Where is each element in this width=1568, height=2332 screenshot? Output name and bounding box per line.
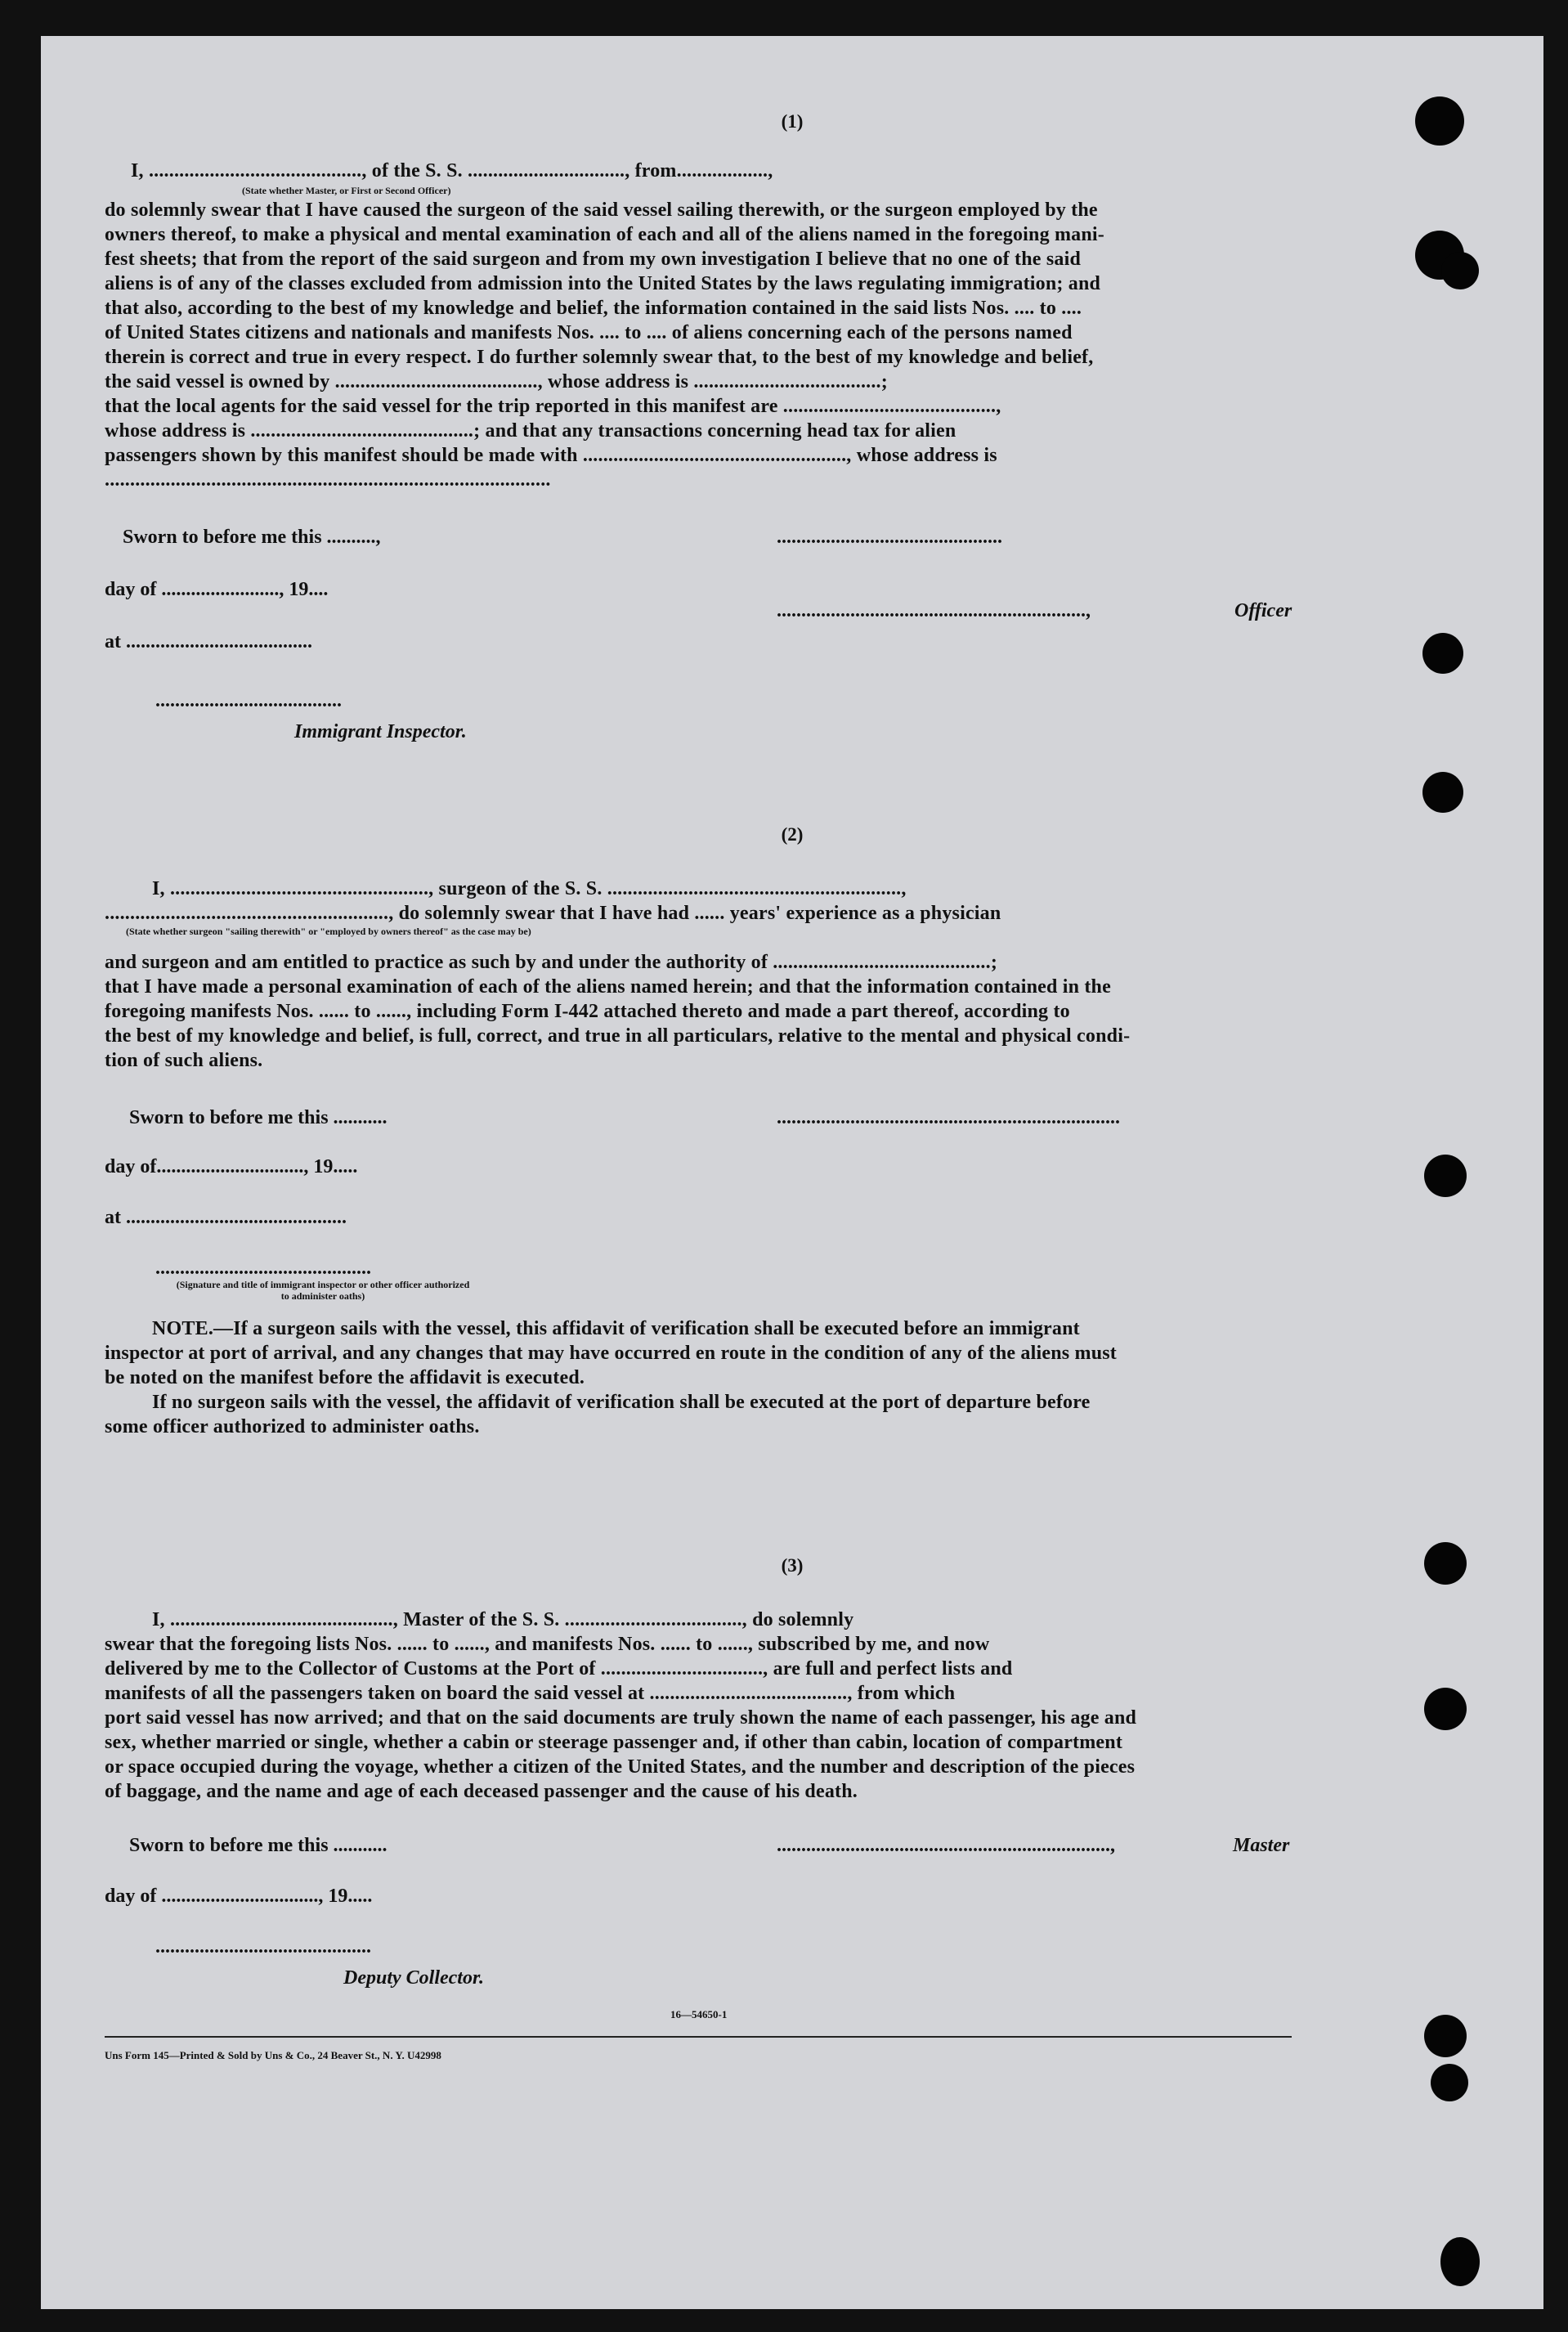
section-1-line: of United States citizens and nationals and manifests Nos. .... to .... of aliens concerning each of the persons named [105, 322, 1073, 343]
collector-signature-dots: ............................................ [155, 1936, 371, 1958]
signature-line-dots: ............................................ [155, 1258, 371, 1279]
punch-hole [1424, 2015, 1467, 2057]
section-3-line: sex, whether married or single, whether a cabin or steerage passenger and, if other than cabin, location of compartment [105, 1732, 1123, 1753]
deputy-collector-label: Deputy Collector. [343, 1967, 484, 1989]
footer-rule [105, 2036, 1292, 2038]
section-3-line: manifests of all the passengers taken on board the said vessel at ......................................., from which [105, 1683, 956, 1704]
form-code: 16—54650-1 [670, 2008, 728, 2020]
day-label-1: day of ........................, 19.... [105, 579, 329, 600]
section-3-line: or space occupied during the voyage, whether a citizen of the United States, and the number and description of the pieces [105, 1756, 1136, 1778]
section-1-line: that the local agents for the said vessel for the trip reported in this manifest are .........................................., [105, 396, 1001, 417]
section-1-line: do solemnly swear that I have caused the surgeon of the said vessel sailing therewith, or the surgeon employed by the [105, 200, 1098, 221]
punch-hole [1440, 2237, 1480, 2286]
printer-line: Uns Form 145—Printed & Sold by Uns & Co., 24 Beaver St., N. Y. U42998 [105, 2049, 441, 2061]
master-signature-dots: ...................................................................., [777, 1835, 1115, 1856]
punch-hole [1441, 252, 1479, 289]
punch-hole [1431, 2064, 1468, 2101]
inspector-signature-dots: ...................................... [155, 690, 342, 711]
section-1-line: ........................................................................................ [105, 469, 551, 491]
note-line: be noted on the manifest before the affidavit is executed. [105, 1367, 585, 1388]
section-1-line: the said vessel is owned by ........................................, whose address is .....................................; [105, 371, 888, 392]
officer-label: Officer [1234, 600, 1292, 621]
section-3-line: of baggage, and the name and age of each deceased passenger and the cause of his death. [105, 1781, 858, 1802]
day-label-3: day of ................................, 19..... [105, 1886, 373, 1907]
immigrant-inspector-label: Immigrant Inspector. [294, 721, 467, 742]
punch-hole [1424, 1688, 1467, 1730]
section-2-line: tion of such aliens. [105, 1050, 263, 1071]
section-3-line: port said vessel has now arrived; and that on the said documents are truly shown the name of each passenger, his age and [105, 1707, 1137, 1729]
sworn-label-1: Sworn to before me this .........., [123, 527, 381, 548]
punch-hole [1422, 772, 1463, 813]
punch-hole [1422, 633, 1463, 674]
section-2-line: and surgeon and am entitled to practice as such by and under the authority of ...........................................; [105, 952, 998, 973]
officer-signature-dots-1: .............................................. [777, 527, 1002, 548]
section-1-line: therein is correct and true in every respect. I do further solemnly swear that, to the best of my knowledge and belief, [105, 347, 1094, 368]
section-1-line: I, .........................................., of the S. S. ..............................., from.................., [131, 160, 773, 182]
section-1-line: fest sheets; that from the report of the said surgeon and from my own investigation I believe that no one of the said [105, 249, 1082, 270]
sworn-label-2: Sworn to before me this ........... [129, 1107, 388, 1128]
note-line: NOTE.—If a surgeon sails with the vessel, this affidavit of verification shall be executed before an immigrant [152, 1318, 1080, 1339]
section-2-line: foregoing manifests Nos. ...... to ......, including Form I-442 attached thereto and made a part thereof, according to [105, 1001, 1070, 1022]
section-1-line: passengers shown by this manifest should be made with ...................................................., whose address is [105, 445, 997, 466]
signature-caption: (Signature and title of immigrant inspector or other officer authorized to administer oaths) [176, 1279, 470, 1302]
at-label-1: at ...................................... [105, 631, 312, 653]
punch-hole [1424, 1155, 1467, 1197]
sworn-label-3: Sworn to before me this ........... [129, 1835, 388, 1856]
section-3-line: delivered by me to the Collector of Customs at the Port of ................................, are full and perfect lists and [105, 1658, 1013, 1679]
form-sheet [41, 36, 1543, 2309]
officer-signature-dots-2: ..............................................................., [777, 600, 1091, 621]
section-1-number: (1) [781, 111, 804, 132]
note-line: If no surgeon sails with the vessel, the affidavit of verification shall be executed at the port of departure before [152, 1392, 1091, 1413]
section-2-line: ........................................................, do solemnly swear that I have had ...... years' experience as a physician [105, 903, 1001, 924]
day-label-2: day of.............................., 19..... [105, 1156, 358, 1177]
note-line: some officer authorized to administer oaths. [105, 1416, 480, 1437]
section-1-line: aliens is of any of the classes excluded from admission into the United States by the laws regulating immigration; and [105, 273, 1101, 294]
section-3-line: swear that the foregoing lists Nos. ...... to ......, and manifests Nos. ...... to ......, subscribed by me, and now [105, 1634, 990, 1655]
section-2-number: (2) [781, 824, 804, 845]
section-2-line: that I have made a personal examination of each of the aliens named herein; and that the information contained in the [105, 976, 1111, 998]
section-3-line: I, ............................................, Master of the S. S. ..................................., do solemnly [152, 1609, 854, 1630]
note-line: inspector at port of arrival, and any changes that may have occurred en route in the condition of any of the aliens must [105, 1343, 1117, 1364]
surgeon-type-note: (State whether surgeon "sailing therewith" or "employed by owners thereof" as the case may be) [126, 926, 531, 937]
section-1-line: that also, according to the best of my knowledge and belief, the information contained in the said lists Nos. .... to .... [105, 298, 1082, 319]
officer-type-note: (State whether Master, or First or Second Officer) [242, 185, 451, 196]
section-1-line: whose address is ............................................; and that any transactions concerning head tax for alien [105, 420, 956, 442]
master-label: Master [1233, 1835, 1290, 1856]
section-1-line: owners thereof, to make a physical and mental examination of each and all of the aliens named in the foregoing mani- [105, 224, 1104, 245]
section-2-line: the best of my knowledge and belief, is full, correct, and true in all particulars, relative to the mental and physical condi- [105, 1025, 1131, 1047]
section-2-line: I, ..................................................., surgeon of the S. S. .........................................................., [152, 878, 907, 899]
signature-dots-2: ...................................................................... [777, 1107, 1120, 1128]
at-label-2: at ............................................. [105, 1207, 347, 1228]
section-3-number: (3) [781, 1555, 804, 1576]
